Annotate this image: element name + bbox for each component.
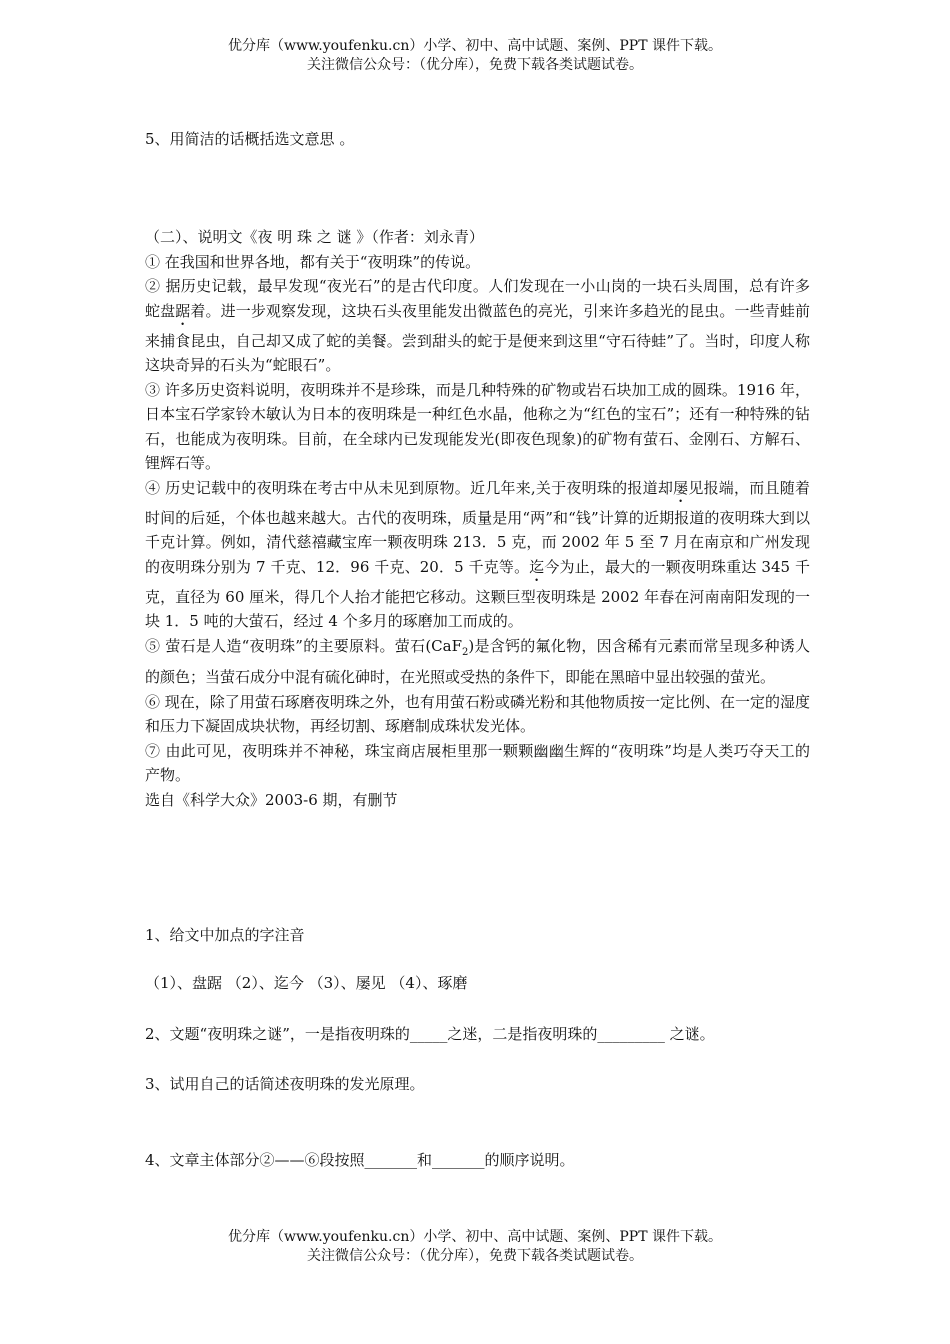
paragraph-6: ⑥ 现在，除了用萤石琢磨夜明珠之外，也有用萤石粉或磷光粉和其他物质按一定比例、在一定的湿度和压力下凝固成块状物，再经切割、琢磨制成珠状发光体。 [145, 692, 810, 735]
header-line-1: 优分库（www.youfenku.cn）小学、初中、高中试题、案例、PPT 课件下载。 [227, 38, 722, 54]
header-line-2: 关注微信公众号：（优分库），免费下载各类试题试卷。 [307, 57, 643, 73]
question-2: 2、文题“夜明珠之谜”，一是指夜明珠的_____之迷，二是指夜明珠的_________ 之谜。 [145, 1025, 715, 1043]
question-5: 5、用简洁的话概括选文意思 。 [145, 130, 355, 148]
footer-line-1: 优分库（www.youfenku.cn）小学、初中、高中试题、案例、PPT 课件下载。 [227, 1229, 722, 1245]
page-footer [0, 1228, 950, 1266]
paragraph-1: ① 在我国和世界各地，都有关于“夜明珠”的传说。 [145, 252, 481, 271]
question-1-items: （1）、盘踞 （2）、迄今 （3）、屡见 （4）、琢磨 [145, 974, 468, 992]
question-1: 1、给文中加点的字注音 [145, 926, 305, 944]
dotted-char: 迄 [529, 557, 545, 576]
subscript: 2 [462, 646, 469, 658]
paragraph-2: ② 据历史记载，最早发现“夜光石”的是古代印度。人们发现在一小山岗的一块石头周围，总有许多蛇盘踞着。进一步观察发现，这块石头夜里能发出微蓝色的亮光，引来许多趋光的昆虫。一些青蛙前来捕食昆虫，自己却又成了蛇的美餐。尝到甜头的蛇于是便来到这里“守石待蛙”了。当时，印度人称这块奇异的石头为“蛇眼石”。 [145, 277, 810, 374]
reading-passage [145, 225, 810, 812]
dotted-char: 屡 [673, 478, 689, 497]
paragraph-5: ⑤ 萤石是人造“夜明珠”的主要原料。萤石(CaF$_2$)是含钙的氟化物，因含稀有元素而常呈现多种诱人的颜色；当萤石成分中混有硫化砷时，在光照或受热的条件下，即能在黑暗中显出较强的萤光。 [145, 636, 810, 686]
paragraph-3: ③ 许多历史资料说明，夜明珠并不是珍珠，而是几种特殊的矿物或岩石块加工成的圆珠。1916 年，日本宝石学家铃木敏认为日本的夜明珠是一种红色水晶，他称之为“红色的宝石”；还有一种特殊的钻石，也能成为夜明珠。目前，在全球内已发现能发光(即夜色现象)的矿物有萤石、金刚石、方解石、锂辉石等。 [145, 380, 810, 472]
question-4: 4、文章主体部分②——⑥段按照_______和_______的顺序说明。 [145, 1151, 575, 1169]
passage-title: （二）、说明文《夜 明 珠 之 谜 》（作者：刘永青） [145, 228, 484, 246]
paragraph-7: ⑦ 由此可见，夜明珠并不神秘，珠宝商店展柜里那一颗颗幽幽生辉的“夜明珠”均是人类巧夺天工的产物。 [145, 741, 810, 784]
dotted-char: 踞 [175, 301, 191, 320]
page-header [0, 37, 950, 75]
paragraph-4: ④ 历史记载中的夜明珠在考古中从未见到原物。近几年来,关于夜明珠的报道却屡见报端，而且随着时间的后延，个体也越来越大。古代的夜明珠，质量是用“两”和“钱”计算的近期报道的夜明珠大到以千克计算。例如，清代慈禧藏宝库一颗夜明珠 213．5 克，而 2002 年 5 至 7 月在南京和广州发现的夜明珠分别为 7 千克、12．96 千克、20．5 千克等。迄今为止，最大的一颗夜明珠重达 345 千克，直径为 60 厘米，得几个人抬才能把它移动。这颗巨型夜明珠是 2002 年春在河南南阳发现的一块 1．5 吨的大萤石，经过 4 个多月的琢磨加工而成的。 [145, 478, 810, 630]
question-3: 3、试用自己的话简述夜明珠的发光原理。 [145, 1075, 425, 1093]
source-note: 选自《科学大众》2003-6 期，有删节 [145, 790, 398, 809]
footer-line-2: 关注微信公众号：（优分库），免费下载各类试题试卷。 [307, 1248, 643, 1264]
